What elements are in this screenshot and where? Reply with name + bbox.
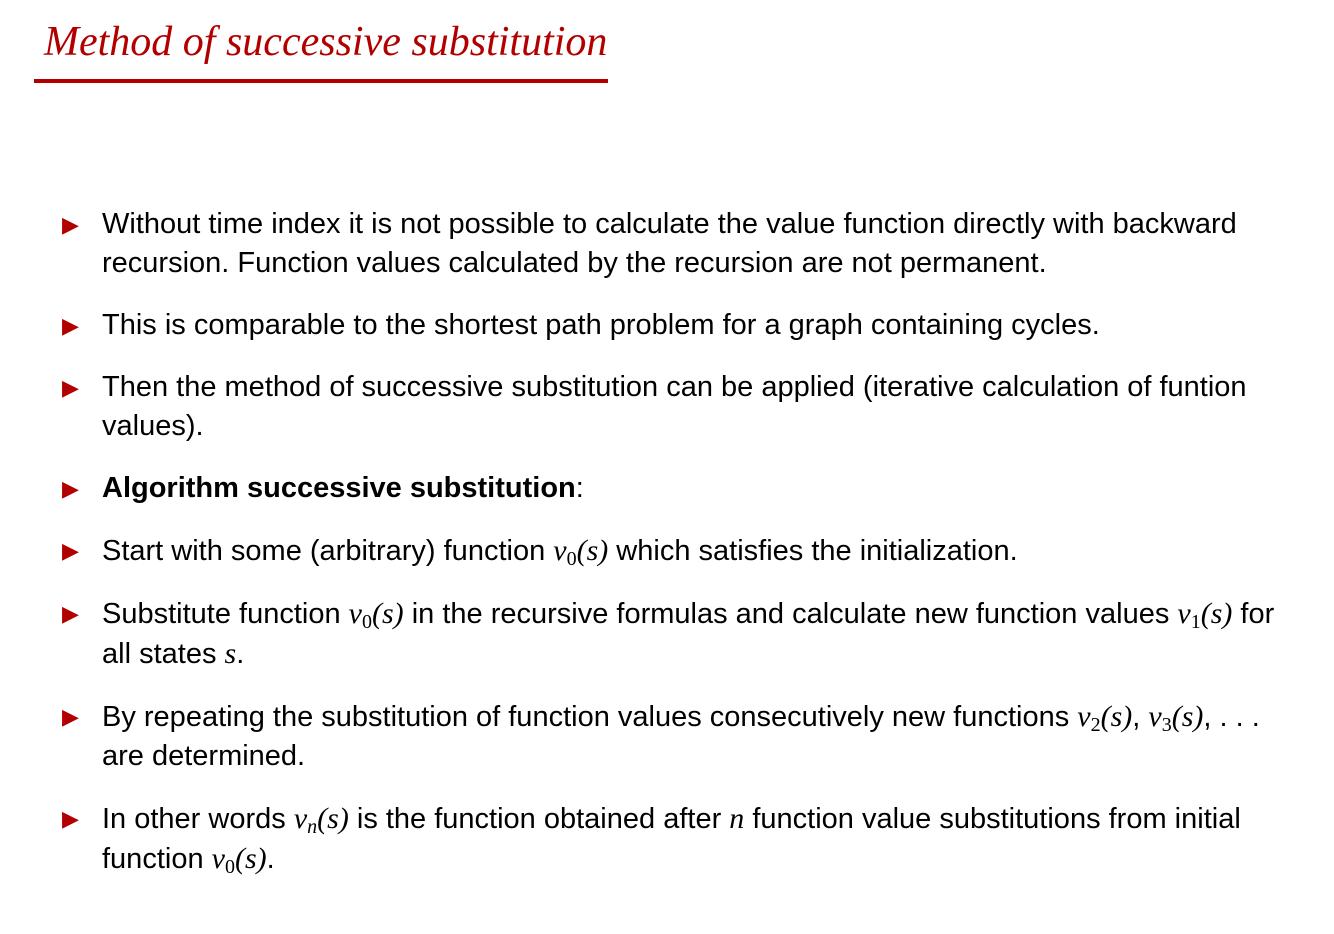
triangle-right-icon: ▶ <box>62 375 79 400</box>
bullet-item <box>62 531 1282 571</box>
text-segment: . <box>266 843 275 875</box>
bullet-text <box>102 306 1282 345</box>
math-subscript: 1 <box>1190 611 1201 633</box>
text-segment: in the recursive formulas and calculate new function values <box>403 598 1178 630</box>
bullet-text <box>102 594 1282 674</box>
text-segment: which satisfies the initialization. <box>608 535 1018 567</box>
bullet-item <box>62 368 1282 446</box>
triangle-right-icon: ▶ <box>62 601 79 626</box>
bullet-item <box>62 469 1282 508</box>
math-variable: s <box>224 637 237 670</box>
math-subscript: 0 <box>566 548 577 570</box>
math-variable: v <box>1148 700 1162 733</box>
math-expression <box>348 597 404 633</box>
text-segment: By repeating the substitution of function values consecutively new functions <box>102 701 1078 733</box>
math-argument: (s) <box>1100 700 1133 733</box>
bullet-item <box>62 799 1282 879</box>
bullet-text <box>102 469 1282 508</box>
text-segment: Without time index it is not possible to calculate the value function directly with backward recursion. Function values calculated by the recursion are not permanent. <box>102 208 1237 279</box>
math-subscript: 0 <box>361 611 372 633</box>
title-underline <box>34 79 608 83</box>
math-expression <box>553 534 609 570</box>
math-argument: (s) <box>1171 700 1204 733</box>
text-segment: Then the method of successive substitution can be applied (iterative calculation of funtion values). <box>102 371 1247 442</box>
bullet-text <box>102 531 1282 571</box>
text-segment: : <box>575 472 584 504</box>
bullet-item <box>62 594 1282 674</box>
text-segment: is the function obtained after <box>348 803 730 835</box>
math-expression <box>1148 700 1204 736</box>
slide-title: Method of successive substitution <box>44 19 608 65</box>
math-variable: n <box>729 802 745 835</box>
math-argument: (s) <box>317 802 349 835</box>
math-expression <box>225 637 237 670</box>
text-segment: Start with some (arbitrary) function <box>102 535 554 567</box>
math-subscript: 0 <box>224 856 235 878</box>
math-subscript: 3 <box>1161 714 1172 736</box>
math-variable: v <box>1077 700 1091 733</box>
math-argument: (s) <box>234 842 267 875</box>
triangle-right-icon: ▶ <box>62 704 79 729</box>
bullet-text <box>102 799 1282 879</box>
text-segment: , . . . are determined. <box>102 701 1260 772</box>
math-expression <box>729 802 744 835</box>
math-variable: v <box>553 534 567 567</box>
triangle-right-icon: ▶ <box>62 538 79 563</box>
bullet-text <box>102 697 1282 776</box>
math-expression <box>1077 700 1133 736</box>
bullet-text <box>102 368 1282 446</box>
math-expression <box>1177 597 1233 633</box>
text-segment: , <box>1132 701 1149 733</box>
math-subscript: 2 <box>1090 714 1101 736</box>
bullet-item <box>62 697 1282 776</box>
bullet-item <box>62 306 1282 345</box>
bullet-text <box>102 205 1282 283</box>
triangle-right-icon: ▶ <box>62 313 79 338</box>
text-segment: . <box>236 638 245 670</box>
text-segment: for all states <box>102 598 1275 670</box>
math-argument: (s) <box>371 597 404 630</box>
text-segment: In other words <box>102 803 294 835</box>
text-segment: Substitute function <box>102 598 349 630</box>
math-variable: v <box>211 842 225 875</box>
math-variable: v <box>1177 597 1191 630</box>
bold-text: Algorithm successive substitution <box>102 472 576 504</box>
math-variable: v <box>348 597 362 630</box>
text-segment: This is comparable to the shortest path problem for a graph containing cycles. <box>102 309 1100 341</box>
math-argument: (s) <box>1200 597 1233 630</box>
bullet-item <box>62 205 1282 283</box>
text-segment: function value substitutions from initial function <box>102 803 1241 875</box>
math-expression <box>211 842 267 878</box>
triangle-right-icon: ▶ <box>62 476 79 501</box>
math-variable: v <box>293 802 308 835</box>
math-expression <box>293 802 349 838</box>
math-subscript: n <box>307 816 318 838</box>
bullet-list <box>62 205 1282 902</box>
math-argument: (s) <box>576 534 609 567</box>
triangle-right-icon: ▶ <box>62 212 79 237</box>
triangle-right-icon: ▶ <box>62 806 79 831</box>
